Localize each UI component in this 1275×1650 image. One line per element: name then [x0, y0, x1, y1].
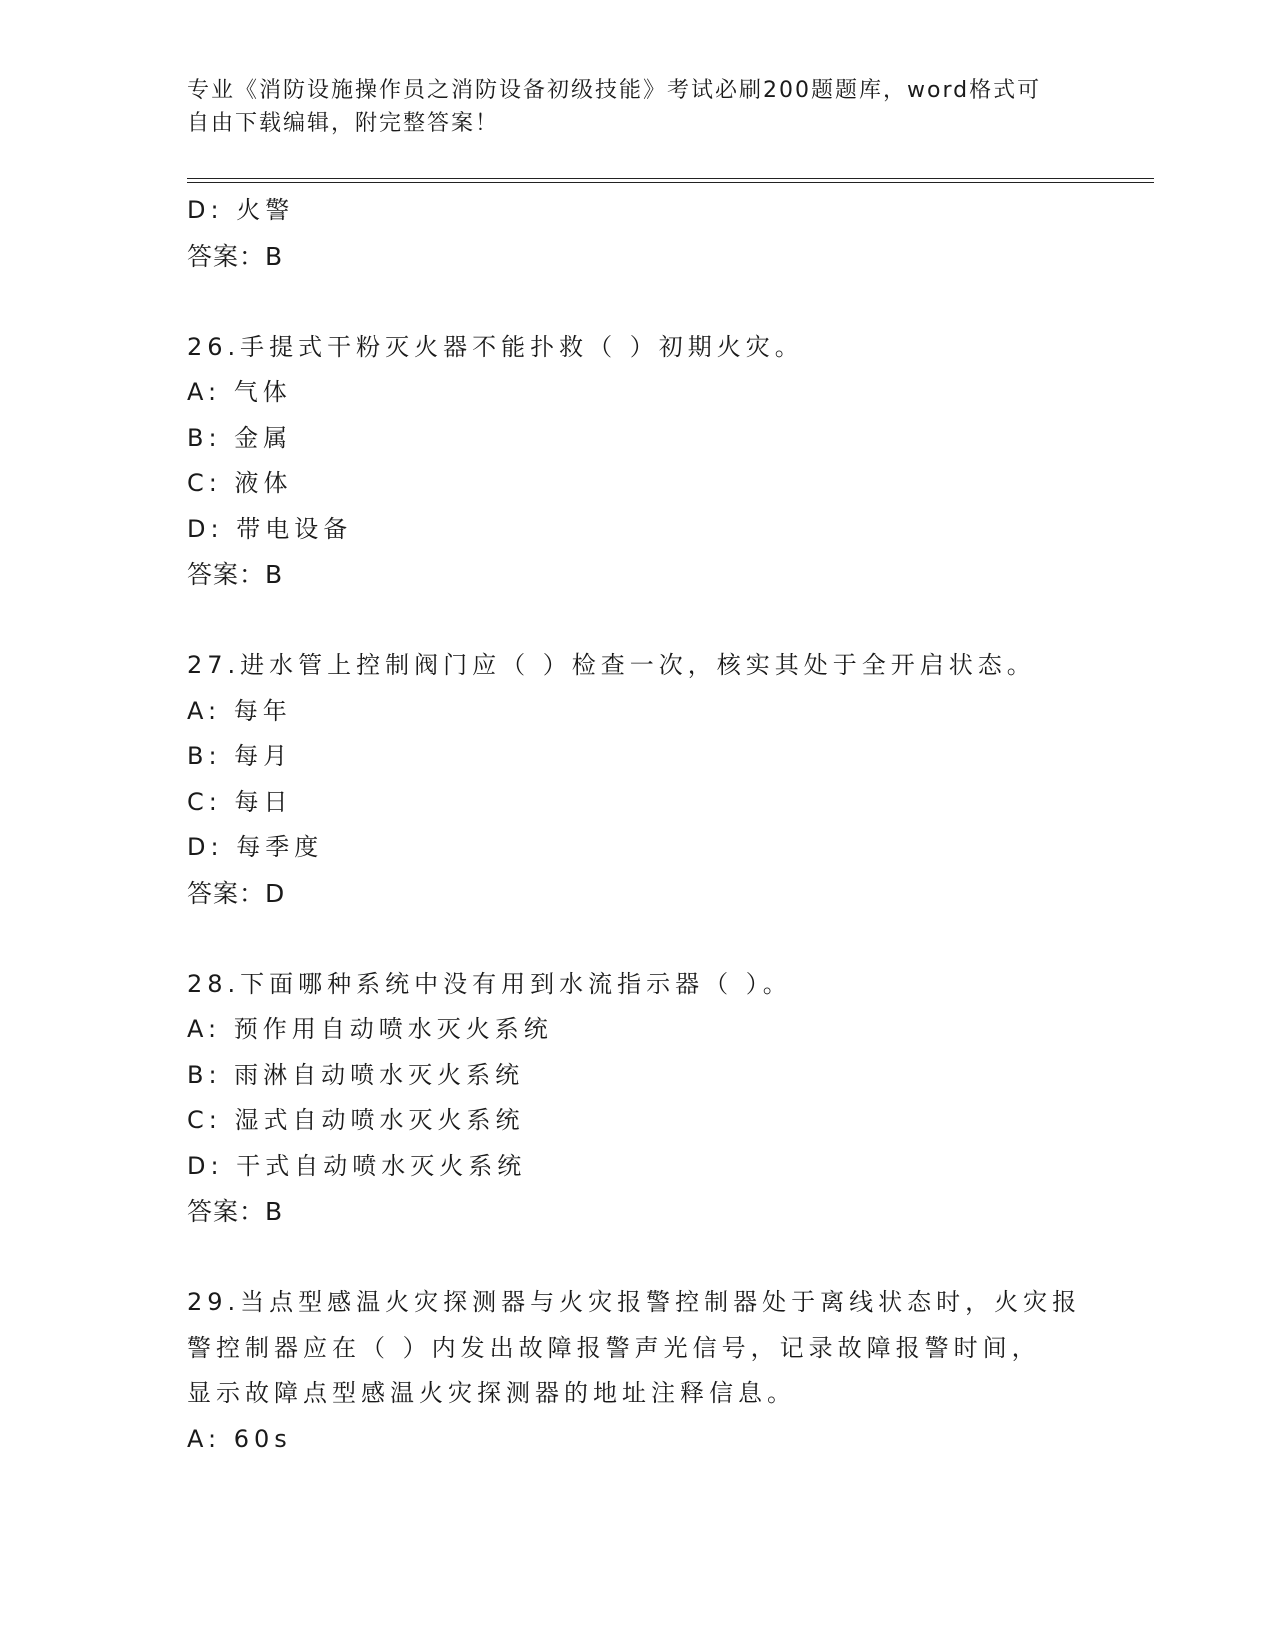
- question-29: [187, 1280, 1087, 1462]
- spacer: [187, 916, 1087, 962]
- option-d: D: 带电设备: [187, 514, 353, 543]
- answer: 答案：B: [187, 560, 284, 589]
- header-line-1: 专业《消防设施操作员之消防设备初级技能》考试必刷200题题库，word格式可: [187, 78, 1042, 103]
- option-c: C: 液体: [187, 469, 293, 497]
- question-stem: 26.手提式干粉灭火器不能扑救（ ）初期火灾。: [187, 332, 804, 361]
- question-27: [187, 643, 1087, 916]
- option-d: D: 火警: [187, 196, 295, 224]
- spacer: [187, 279, 1087, 325]
- question-stem-line-1: 29.当点型感温火灾探测器与火灾报警控制器处于离线状态时，火灾报: [187, 1288, 1082, 1316]
- question-stem-line-2: 警控制器应在（ ）内发出故障报警声光信号，记录故障报警时间，: [187, 1333, 1041, 1362]
- answer: 答案：D: [187, 878, 286, 908]
- spacer: [187, 1235, 1087, 1281]
- document-header: [187, 74, 1087, 140]
- option-d: D: 每季度: [187, 833, 324, 861]
- option-a: A: 60s: [187, 1424, 292, 1453]
- option-a: A: 气体: [187, 378, 292, 406]
- option-a: A: 每年: [187, 696, 292, 725]
- question-stem-line-3: 显示故障点型感温火灾探测器的地址注释信息。: [187, 1379, 796, 1407]
- question-28: [187, 962, 1087, 1235]
- option-c: C: 湿式自动喷水灭火系统: [187, 1106, 525, 1134]
- option-b: B: 雨淋自动喷水灭火系统: [187, 1060, 525, 1089]
- option-d: D: 干式自动喷水灭火系统: [187, 1151, 527, 1180]
- option-a: A: 预作用自动喷水灭火系统: [187, 1015, 553, 1043]
- question-26: [187, 325, 1087, 598]
- question-content: [187, 188, 1087, 1462]
- header-divider-bottom: [187, 182, 1154, 183]
- header-divider-top: [187, 178, 1154, 179]
- option-c: C: 每日: [187, 787, 293, 816]
- option-b: B: 每月: [187, 742, 293, 770]
- spacer: [187, 598, 1087, 644]
- question-stem: 27.进水管上控制阀门应（ ）检查一次，核实其处于全开启状态。: [187, 651, 1036, 679]
- question-stem: 28.下面哪种系统中没有用到水流指示器（ ）。: [187, 969, 792, 998]
- answer: 答案：B: [187, 1197, 284, 1226]
- option-b: B: 金属: [187, 423, 293, 452]
- answer: 答案：B: [187, 241, 284, 271]
- header-line-2: 自由下载编辑，附完整答案！: [187, 111, 500, 136]
